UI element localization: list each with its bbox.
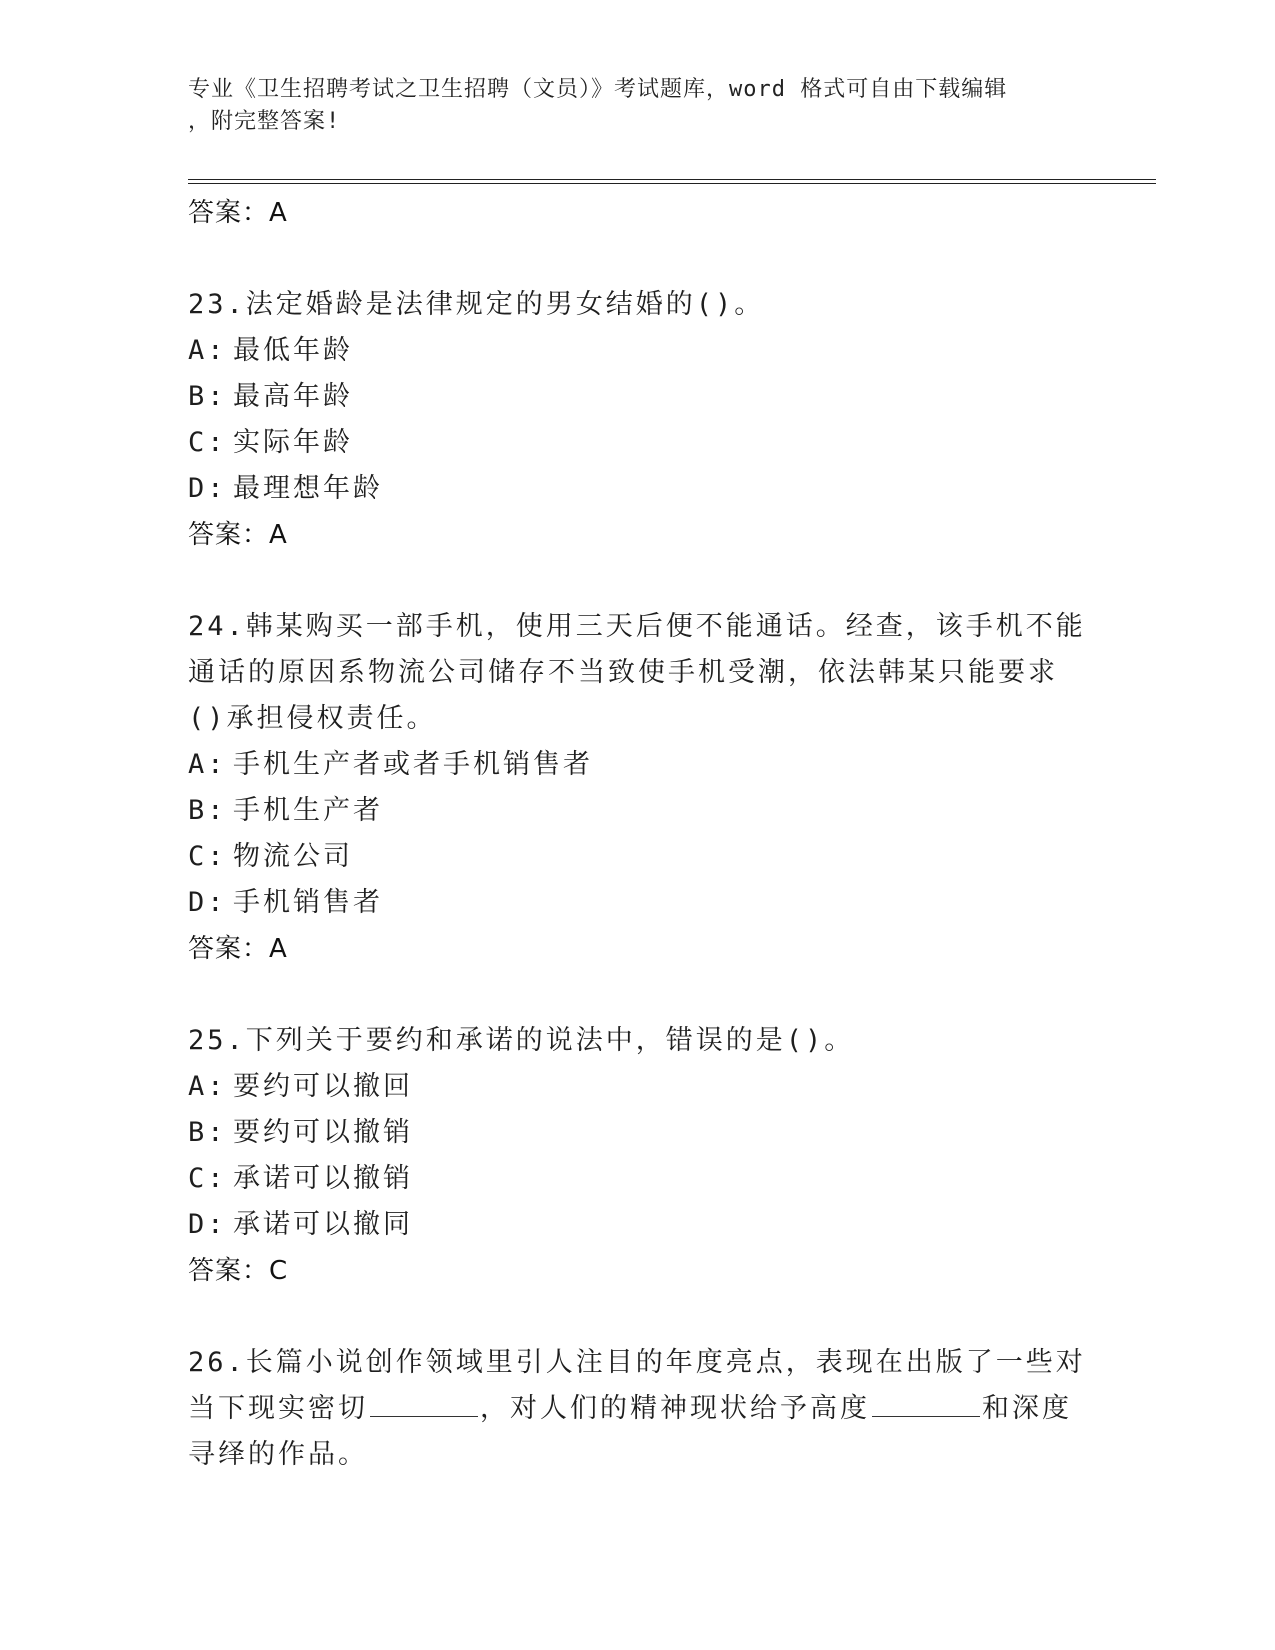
spacer: [188, 558, 1088, 604]
option-letter: A:: [188, 749, 227, 780]
option-text: 承诺可以撤销: [233, 1163, 413, 1194]
option-a: [188, 742, 1088, 788]
answer-line: 答案：A: [188, 198, 288, 228]
header-line-1: 专业《卫生招聘考试之卫生招聘（文员）》考试题库，word 格式可自由下载编辑: [188, 77, 1008, 102]
option-text: 最高年龄: [233, 381, 353, 412]
option-letter: B:: [188, 1117, 227, 1148]
spacer: [188, 1294, 1088, 1340]
option-text: 物流公司: [233, 841, 353, 872]
option-d: [188, 1202, 1088, 1248]
header-rule-bottom: [188, 183, 1156, 184]
option-text: 手机销售者: [233, 887, 383, 918]
fill-in-blank: [370, 1386, 478, 1417]
option-letter: C:: [188, 1163, 227, 1194]
header-rule-top: [188, 179, 1156, 180]
answer-line: 答案：A: [188, 520, 288, 550]
option-text: 承诺可以撤同: [233, 1209, 413, 1240]
option-text: 要约可以撤回: [233, 1071, 413, 1102]
question-text-part-2: ，对人们的精神现状给予高度: [480, 1393, 870, 1424]
question-block: [188, 1340, 1088, 1478]
option-letter: C:: [188, 841, 227, 872]
option-b: [188, 1110, 1088, 1156]
option-c: [188, 834, 1088, 880]
document-body: [188, 190, 1088, 1478]
question-text: 24.韩某购买一部手机，使用三天后便不能通话。经查，该手机不能通话的原因系物流公司储存不当致使手机受潮，依法韩某只能要求()承担侵权责任。: [188, 611, 1086, 734]
option-text: 要约可以撤销: [233, 1117, 413, 1148]
option-a: [188, 1064, 1088, 1110]
option-letter: B:: [188, 795, 227, 826]
spacer: [188, 972, 1088, 1018]
question-text: 25.下列关于要约和承诺的说法中，错误的是()。: [188, 1025, 855, 1056]
answer-line: 答案：C: [188, 1256, 289, 1286]
option-d: [188, 466, 1088, 512]
fill-in-blank: [872, 1386, 980, 1417]
option-letter: D:: [188, 887, 227, 918]
header-line-2: ，附完整答案!: [188, 109, 341, 134]
option-b: [188, 788, 1088, 834]
option-letter: D:: [188, 1209, 227, 1240]
question-block: [188, 1018, 1088, 1294]
document-header: [188, 74, 1088, 138]
question-text: 23.法定婚龄是法律规定的男女结婚的()。: [188, 289, 765, 320]
option-letter: B:: [188, 381, 227, 412]
option-letter: A:: [188, 1071, 227, 1102]
option-a: [188, 328, 1088, 374]
option-text: 最理想年龄: [233, 473, 383, 504]
answer-line: 答案：A: [188, 934, 288, 964]
option-text: 最低年龄: [233, 335, 353, 366]
spacer: [188, 236, 1088, 282]
option-d: [188, 880, 1088, 926]
option-text: 手机生产者: [233, 795, 383, 826]
option-c: [188, 420, 1088, 466]
option-letter: D:: [188, 473, 227, 504]
option-b: [188, 374, 1088, 420]
option-letter: C:: [188, 427, 227, 458]
question-block: [188, 282, 1088, 558]
question-text-part-1: 26.长篇小说创作领域里引人注目的年度亮点，表现在出版了一些对当下现实密切: [188, 1347, 1086, 1424]
option-text: 实际年龄: [233, 427, 353, 458]
question-text: [188, 1340, 1088, 1478]
option-c: [188, 1156, 1088, 1202]
question-text-part-3: 和深度寻绎的作品。: [188, 1393, 1072, 1470]
option-text: 手机生产者或者手机销售者: [233, 749, 593, 780]
option-letter: A:: [188, 335, 227, 366]
question-block: [188, 604, 1088, 972]
